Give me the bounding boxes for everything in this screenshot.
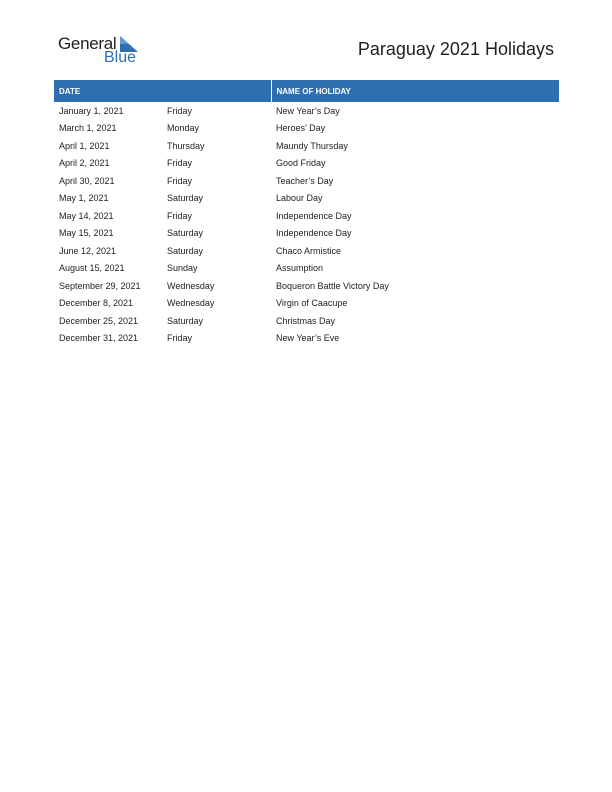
table-row	[54, 137, 559, 155]
table-row	[54, 312, 559, 330]
cell-date: January 1, 2021	[59, 105, 124, 116]
cell-day: Saturday	[167, 193, 204, 204]
cell-holiday: Labour Day	[276, 193, 323, 204]
cell-date: April 2, 2021	[59, 158, 110, 169]
cell-holiday: Independence Day	[276, 228, 352, 239]
cell-day: Friday	[167, 158, 193, 169]
cell-holiday: Christmas Day	[276, 315, 336, 326]
table-row	[54, 190, 559, 208]
cell-date: September 29, 2021	[59, 280, 141, 291]
cell-date: March 1, 2021	[59, 123, 117, 134]
table-row	[54, 277, 559, 295]
cell-day: Saturday	[167, 228, 204, 239]
table-row	[54, 295, 559, 313]
table-row	[54, 242, 559, 260]
cell-date: December 8, 2021	[59, 298, 134, 309]
cell-day: Saturday	[167, 245, 204, 256]
cell-date: May 15, 2021	[59, 228, 114, 239]
cell-holiday: Good Friday	[276, 158, 326, 169]
cell-holiday: Assumption	[276, 263, 324, 274]
cell-date: May 1, 2021	[59, 193, 109, 204]
table-body	[54, 102, 559, 347]
cell-date: August 15, 2021	[59, 263, 125, 274]
cell-day: Friday	[167, 333, 193, 344]
cell-day: Friday	[167, 175, 193, 186]
cell-day: Wednesday	[167, 298, 215, 309]
cell-date: December 31, 2021	[59, 333, 139, 344]
cell-date: June 12, 2021	[59, 245, 117, 256]
cell-holiday: Boqueron Battle Victory Day	[276, 280, 389, 291]
table-row	[54, 155, 559, 173]
logo-text-blue: Blue	[104, 49, 137, 66]
table-row	[54, 102, 559, 120]
table-header-row	[54, 80, 559, 102]
cell-day: Friday	[167, 210, 193, 221]
cell-holiday: New Year’s Day	[276, 105, 340, 116]
cell-date: May 14, 2021	[59, 210, 114, 221]
table-row	[54, 330, 559, 348]
cell-date: April 1, 2021	[59, 140, 110, 151]
cell-holiday: Maundy Thursday	[276, 140, 348, 151]
cell-day: Monday	[167, 123, 200, 134]
cell-holiday: Independence Day	[276, 210, 352, 221]
cell-holiday: Virgin of Caacupe	[276, 298, 348, 309]
table-row	[54, 120, 559, 138]
cell-holiday: Teacher’s Day	[276, 175, 334, 186]
cell-date: April 30, 2021	[59, 175, 115, 186]
generalblue-logo	[58, 34, 148, 68]
table-row	[54, 172, 559, 190]
cell-day: Wednesday	[167, 280, 215, 291]
cell-day: Friday	[167, 105, 193, 116]
cell-holiday: New Year’s Eve	[276, 333, 340, 344]
cell-day: Saturday	[167, 315, 204, 326]
table-row	[54, 225, 559, 243]
header-date: DATE	[54, 80, 271, 102]
page-title: Paraguay 2021 Holidays	[357, 39, 554, 59]
header-holiday-name: NAME OF HOLIDAY	[271, 80, 559, 102]
logo-text-general: General	[58, 34, 117, 53]
holiday-table	[54, 80, 559, 347]
table-row	[54, 207, 559, 225]
cell-date: December 25, 2021	[59, 315, 139, 326]
cell-holiday: Heroes’ Day	[276, 123, 326, 134]
cell-day: Sunday	[167, 263, 198, 274]
table-row	[54, 260, 559, 278]
cell-holiday: Chaco Armistice	[276, 245, 342, 256]
cell-day: Thursday	[167, 140, 205, 151]
